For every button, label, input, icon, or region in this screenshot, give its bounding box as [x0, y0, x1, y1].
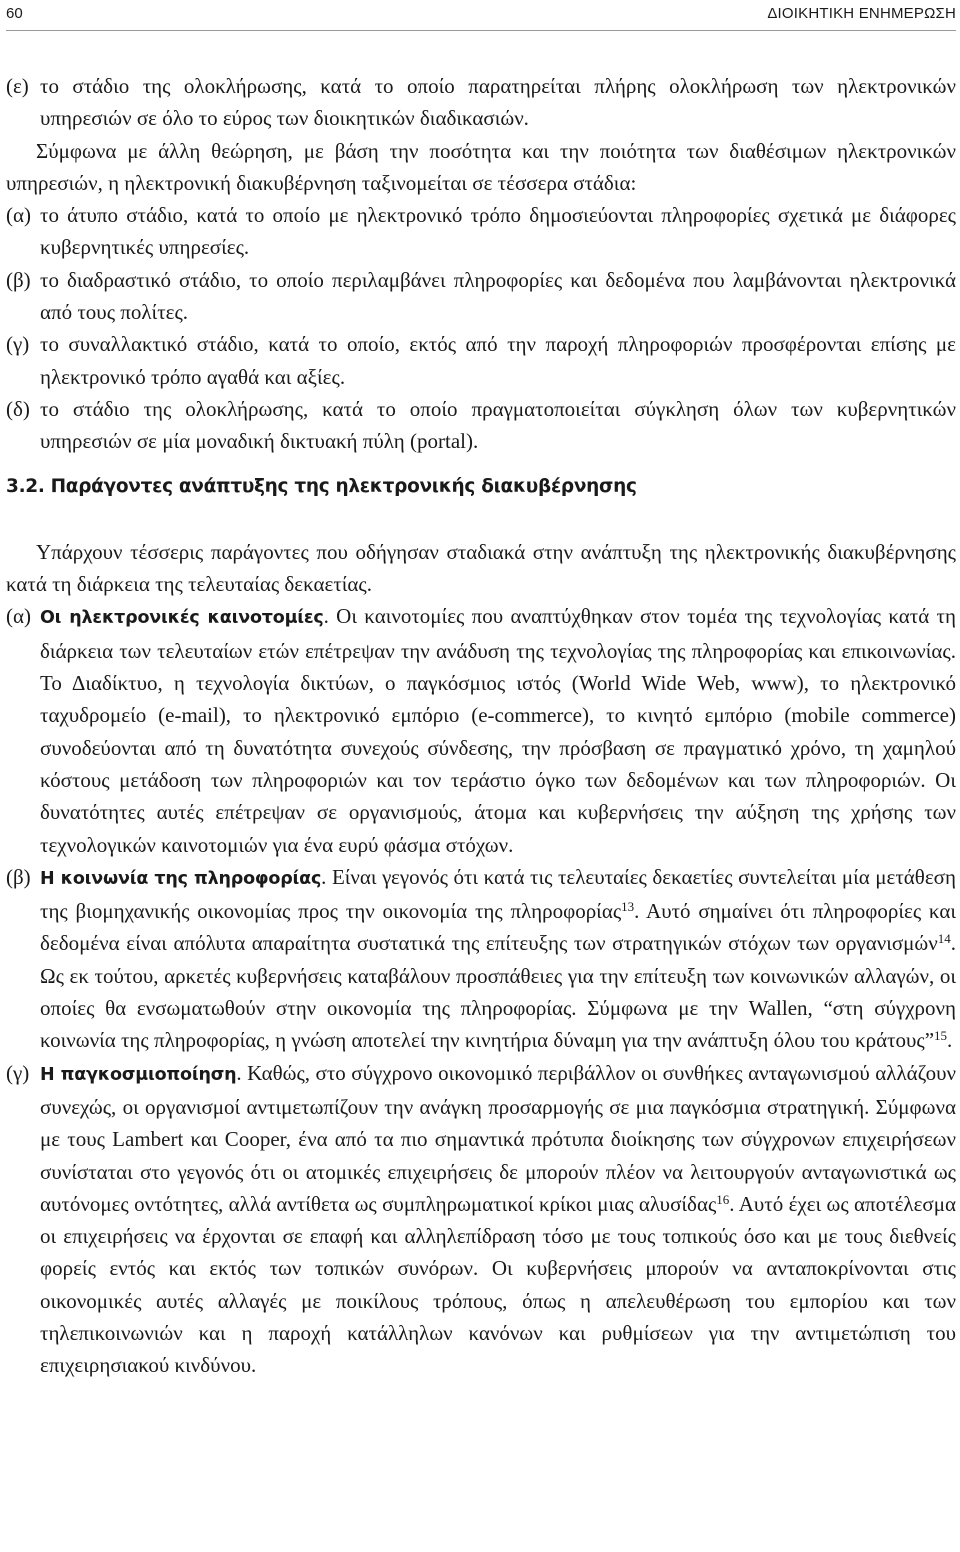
list-marker: (β) — [6, 864, 31, 889]
factor-lead: Οι ηλεκτρονικές καινοτομίες — [40, 608, 324, 629]
factor-item-innovations — [6, 600, 956, 860]
paragraph-alt-classification: Σύμφωνα με άλλη θεώρηση, με βάση την ποσότητα και την ποιότητα των διαθέσιμων ηλεκτρονικών υπηρεσιών, η ηλεκτρονική διακυβέρνηση ταξινομείται σε τέσσερα στάδια: — [6, 138, 956, 195]
body-text — [6, 70, 956, 1382]
section-number: 3.2. — [6, 475, 45, 497]
document-page — [6, 0, 956, 1552]
footnote-ref-16[interactable]: 16 — [716, 1191, 730, 1207]
running-header — [6, 4, 956, 31]
factor-text: . Ως εκ τούτου, αρκετές κυβερνήσεις καταβάλουν προσπάθειες για την επίτευξη των κοινωνικών αλλαγών, οι οποίες θα ενσωματωθούν στην οικονομία της πληροφορίας. Σύμφωνα με την Wallen, “στη σύγχρονη κοινωνία της πληροφορίας, η γνώση αποτελεί την κινητήρια δύναμη για την ανάπτυξη όλου του κράτους” — [40, 931, 956, 1053]
footnote-ref-15[interactable]: 15 — [934, 1028, 948, 1044]
list-item-stage-d — [6, 393, 956, 458]
factor-text: . Αυτό σημαίνει ότι πληροφορίες και δεδομένα είναι απόλυτα απαραίτητα συστατικά της επίτευξης των στρατηγικών στόχων των οργανισμών — [40, 899, 956, 956]
footnote-ref-14[interactable]: 14 — [937, 931, 951, 947]
list-item-text: το διαδραστικό στάδιο, το οποίο περιλαμβάνει πληροφορίες και δεδομένα που λαμβάνονται ηλεκτρονικά από τους πολίτες. — [40, 267, 956, 325]
list-item-stage-e — [6, 70, 956, 135]
list-marker: (β) — [6, 267, 31, 292]
footnote-ref-13[interactable]: 13 — [621, 899, 635, 915]
factor-lead: Η παγκοσμιοποίηση — [40, 1064, 237, 1085]
list-marker: (γ) — [6, 332, 30, 357]
list-item-stage-a — [6, 199, 956, 264]
list-item-text: το στάδιο της ολοκλήρωσης, κατά το οποίο πραγματοποιείται σύγκληση όλων των κυβερνητικών υπηρεσιών σε μία μοναδική δικτυακή πύλη (portal). — [40, 396, 956, 454]
page-number: 60 — [6, 5, 23, 22]
factor-lead-punct: . — [323, 604, 329, 629]
section-intro-paragraph: Υπάρχουν τέσσερις παράγοντες που οδήγησαν σταδιακά στην ανάπτυξη της ηλεκτρονικής διακυβέρνησης κατά τη διάρκεια της τελευταίας δεκαετίας. — [6, 539, 956, 597]
list-item-text: το στάδιο της ολοκλήρωσης, κατά το οποίο παρατηρείται πλήρης ολοκλήρωση των ηλεκτρονικών υπηρεσιών σε όλο το εύρος των διοικητικών διαδικασιών. — [40, 74, 956, 131]
list-marker: (α) — [6, 203, 31, 228]
factor-text: Είναι γεγονός ότι κατά τις τελευταίες δεκαετίες συντελείται μία μετάθεση της βιομηχανικής οικονομίας προς την οικονομία της πληροφορίας — [40, 864, 956, 924]
list-item-text: το συναλλακτικό στάδιο, κατά το οποίο, εκτός από την παροχή πληροφοριών προσφέρονται επίσης με ηλεκτρονικό τρόπο αγαθά και αξίες. — [40, 332, 956, 389]
factor-lead-punct: . — [236, 1060, 242, 1085]
factor-text: . — [947, 1028, 953, 1053]
list-item-text: το άτυπο στάδιο, κατά το οποίο με ηλεκτρονικό τρόπο δημοσιεύονται πληροφορίες σχετικά με διάφορες κυβερνητικές υπηρεσίες. — [40, 203, 956, 260]
list-marker: (α) — [6, 604, 31, 629]
factor-text: Οι καινοτομίες που αναπτύχθηκαν στον τομέα της τεχνολογίας κατά τη διάρκεια των τελευταίων ετών επέτρεψαν την ανάδυση της τεχνολογίας της πληροφορίας και επικοινωνίας. Το Διαδίκτυο, η τεχνολογία δικτύων, ο παγκόσμιος ιστός (World Wide Web, www), το ηλεκτρονικό ταχυδρομείο (e-mail), το ηλεκτρονικό εμπόριο (e-commerce), το κινητό εμπόριο (mobile commerce) συνοδεύονται από τη δυνατότητα συνεχούς σύνδεσης, την πρόσβαση σε πραγματικό χρόνο, τη χαμηλού κόστους μετάδοση των πληροφοριών και τον τεράστιο όγκο των δεδομένων και των πληροφοριών. Οι δυνατότητες αυτές επέτρεψαν σε οργανισμούς, άτομα και κυβερνήσεις την αύξηση της χρήσης των τεχνολογικών καινοτομιών για ένα ευρύ φάσμα στόχων. — [40, 604, 956, 857]
factor-item-globalization — [6, 1057, 956, 1382]
factor-lead-punct: . — [321, 864, 327, 889]
running-title: ΔΙΟΙΚΗΤΙΚΗ ΕΝΗΜΕΡΩΣΗ — [767, 5, 956, 22]
factor-item-information-society — [6, 861, 956, 1057]
list-item-stage-c — [6, 328, 956, 393]
list-item-stage-b — [6, 264, 956, 329]
section-heading — [6, 471, 956, 503]
list-marker: (γ) — [6, 1060, 30, 1085]
factor-text: . Αυτό έχει ως αποτέλεσμα οι επιχειρήσεις να έρχονται σε επαφή και αλληλεπίδραση τόσο με τους τοπικούς όσο και με τους διεθνείς φορείς εντός και εκτός των τοπικών συνόρων. Οι κυβερνήσεις μπορούν να ανταποκρίνονται στις οικονομικές αυτές αλλαγές με ποικίλους τρόπους, όπως η απελευθέρωση του εμπορίου και των τηλεπικοινωνιών και η παροχή κατάλληλων κανόνων και ρυθμίσεων για την αντιμετώπιση του επιχειρησιακού κινδύνου. — [40, 1191, 956, 1378]
factor-lead: Η κοινωνία της πληροφορίας — [40, 868, 322, 889]
list-marker: (ε) — [6, 74, 29, 98]
factor-text: Καθώς, στο σύγχρονο οικονομικό περιβάλλον οι συνθήκες ανταγωνισμού αλλάζουν συνεχώς, οι οργανισμοί αντιμετωπίζουν την ανάγκη προσαρμογής σε μια παγκόσμια στρατηγική. Σύμφωνα με τους Lambert και Cooper, ένα από τα πιο σημαντικά πρότυπα διοίκησης των σύγχρονων επιχειρήσεων συνίσταται στο γεγονός ότι οι ατομικές επιχειρήσεις δε μπορούν πλέον να λειτουργούν ανταγωνιστικά ως αυτόνομες οντότητες, αλλά αντίθετα ως συμπληρωματικοί κρίκοι μιας αλυσίδας — [40, 1060, 956, 1216]
list-marker: (δ) — [6, 396, 30, 421]
section-title: Παράγοντες ανάπτυξης της ηλεκτρονικής διακυβέρνησης — [50, 475, 637, 497]
